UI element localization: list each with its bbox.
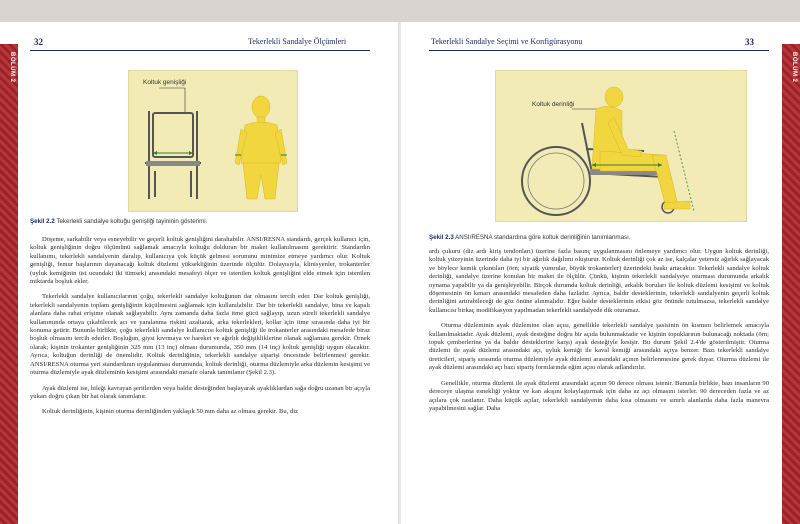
seat-width-illustration: [129, 71, 297, 211]
header-rule: [429, 50, 769, 51]
page-number-text: 33: [745, 37, 754, 47]
figure-caption: [429, 234, 769, 241]
left-body-text: [30, 236, 370, 424]
paragraph: Tekerlekli sandalye kullanıcılarının çoğu, tekerlekli sandalye koltuğunun dar olmasını tercih eder. Dar koltuk genişliği, tekerlekli sandalyenin toplam genişliğinin küçülmesini sağlamak için kullanılabilir. Dar bir tekerlekli sandalye, bina ve kapalı alanlara daha rahat erişime olanak sağlayabilir. Aynı zamanda daha fazla itme gücü sağlayıp, uzun süreli tekerlekli sandalye kullanımında ortaya çıkabilecek acı ve yaralanma riskini azaltarak, arka tekerlekleri, kollar için itme sırasında daha iyi bir konuma getirir. Bununla birlikte, çoğu tekerlekli sandalye kullanıcısı koltuk genişliği ile trokanterler arasındaki mesafede biraz boşluk olmasını tercih ederler. Boşluğun, giysi kıvrmaya ve hareket ve ağırlık değişikliklerine olanak sağlaması gerekir. Örnek olarak; kişinin trokanter genişliğinin 325 mm (13 inç) olması durumunda, 350 mm (14 inç) koltuk genişliği uygun olacaktır. Ayrıca, koltuğun derinliği de önemlidir. Koltuk derinliğinin, tekerlekli sandalye siparişi öncesinde belirlenmesi gerekir. ANSI/RESNA oturma yeri standardının uygulanması durumunda, koltuk derinliği, oturma düzlemiyle arka düzlemin kesişimi ve oturma düzlemiyle ayak düzleminin kesişimi arasındaki mesafe olarak tanımlanır (Şekil 2.3).: [30, 293, 370, 377]
page-number: [34, 37, 43, 47]
running-title: Tekerlekli Sandalye Seçimi ve Konfigürasyonu: [431, 37, 583, 46]
top-band: [0, 0, 800, 22]
seat-depth-illustration: [496, 71, 746, 221]
caption-text: ANSI/RESNA standardına göre koltuk derinliğinin tanımlanması.: [453, 234, 631, 241]
paragraph: Ayak düzlemi ise, bileği kavrayan şeritlerden veya baldır desteğinden başlayarak ayaklıklardan sağa doğru uzanan bir açıyla yukarı doğru çıkan bir hat olarak tanımlanır.: [30, 384, 370, 400]
chapter-edge-tab: [782, 44, 800, 524]
page-number-text: 32: [34, 37, 43, 47]
header-rule: [30, 50, 370, 51]
figure-label: Koltuk derinliği: [532, 101, 575, 108]
chapter-tab-label: BÖLÜM 2: [791, 52, 797, 83]
caption-text: Tekerlekli sandalye koltuğu genişliği tayininin gösterimi.: [54, 218, 208, 225]
right-page: [401, 22, 800, 524]
figure-seat-width: [128, 70, 298, 212]
paragraph: Koltuk derinliğinin, kişinin oturma derinliğinden yaklaşık 50 mm daha az olması gerekir. Bu, diz: [42, 408, 299, 416]
right-body-text: [429, 248, 769, 420]
figure-seat-depth: [495, 70, 747, 222]
figure-label: Koltuk genişliği: [143, 79, 187, 86]
caption-ref: Şekil 2.2: [30, 218, 55, 225]
paragraph: Döşeme, sarkabilir veya esneyebilir ve geçerli koltuk genişliğini daraltabilir. ANSI/RESNA standardı, gerçek kullanıcı için, koltuk genişliğinin doğru ölçümünü sağlamak amacıyla koltuğu dolduran bir maket kullanılmasını gerektirir. Standardın kullanımı, tekerlekli sandalyenin daralıp, kullanıcıya çok küçük gelmesi sorununu minimize etmeye yardımcı olur. Koltuk genişliği, femur başlarının dayanacağı koltuk düzlemi yüksekliğinin üzerinde ölçülür. Dolayısıyla, klinisyenler, trokanterler (uyluk kemiğinin üst ucundaki iki tümsek) arasındaki mesafeyi ölçer ve istenilen koltuk genişliğini elde etmek için istenilen miktarda boşluk ekler.: [30, 236, 370, 286]
paragraph: Oturma düzleminin ayak düzlemine olan açısı, genellikle tekerlekli sandalye şasisinin ön kısmını belirlemek amacıyla kullanılmaktadır. Ayak düzlemi, ayak desteğine doğru bir açıda bulunmaktadır ve kişinin topuklarının bulunacağı noktada (örn; topuk çemberlerine ya da baldır desteklerine karşı) ayak desteğiyle kesişir. Bu durum Şekil 2.4'de gösterilmiştir. Oturma düzlemi ile ayak düzlemi arasındaki açı, uyluk kemiği ile kaval kemiği arasındaki açıya benzer. Bazı tekerlekli sandalye üreticileri, sipariş sırasında oturma düzlemiyle ayak düzlemi arasındaki açının belirlenmesine gerek duyar. Oturma düzlemi ile ayak düzlemi arasındaki açı bazı sipariş formlarında eğim açısı olarak adlandırılır.: [429, 322, 769, 372]
figure-caption: [30, 218, 370, 225]
chapter-edge-tab: [0, 44, 18, 524]
running-title: Tekerlekli Sandalye Ölçümleri: [248, 37, 347, 46]
caption-ref: Şekil 2.3: [429, 234, 454, 241]
left-page: [0, 22, 399, 524]
paragraph: Genellikle, oturma düzlemi ile ayak düzlemi arasındaki açının 90 derece olması istenir. Bununla birlikte, bazı insanların 90 dereceye ulaşma esnekliği yoktur ve kan akışını kolaylaştırmak için daha az açı olmasını isterler. 90 dereceden fazla ve az açılara çok rastlanır. Daha küçük açılar, tekerlekli sandalyenin daha kısa olmasını ve sınırlı alanlarda daha fazla manevra yapabilmesini sağlar. Daha: [429, 379, 769, 412]
page-number: [745, 37, 754, 47]
paragraph: ardı çukuru (diz ardı kiriş tendonları) üzerine fazla basınç uygulanmasını önlemeye yardımcı olur. Uygun koltuk derinliği, koltuk yüzeyinin üzerinde daha iyi bir ağırlık dağılımı oluşturur. Koltuk derinliği çok az ise, kalçalar yetersiz ağırlık sağlayacak ve böylece kemik çıkıntıları (örn; siyatik yumrular, büyük trokanterler) üzerindeki baskı artacaktır. Tekerlekli sandalye koltuk derinliği, sandalye üzerine konulan bir maket ile ölçülür. Çünkü, kişinin tekerlekli sandalyeye oturması durumunda arkalık oynama yapabilir ya da genişleyebilir. Birçok durumda koltuk derinliği, arkalık boruları ile koltuk düzlemi kesişimi ve koltuk döşemesinin ön kenarı arasındaki mesafeden daha fazladır. Ayrıca, baldır desteklerinin, tekerlekli sandalyenin geçerli koltuk derinliğini artırabileceği de göz önüne alınmalıdır. Eğer baldır desteklerinin etkisi göz önünde tutulmazsa, tekerlekli sandalye kullanıcısı birkaç modifikasyon yapılmadan tekerlekli sandalyede dik oturamaz.: [429, 248, 769, 314]
chapter-tab-label: BÖLÜM 2: [9, 52, 15, 83]
